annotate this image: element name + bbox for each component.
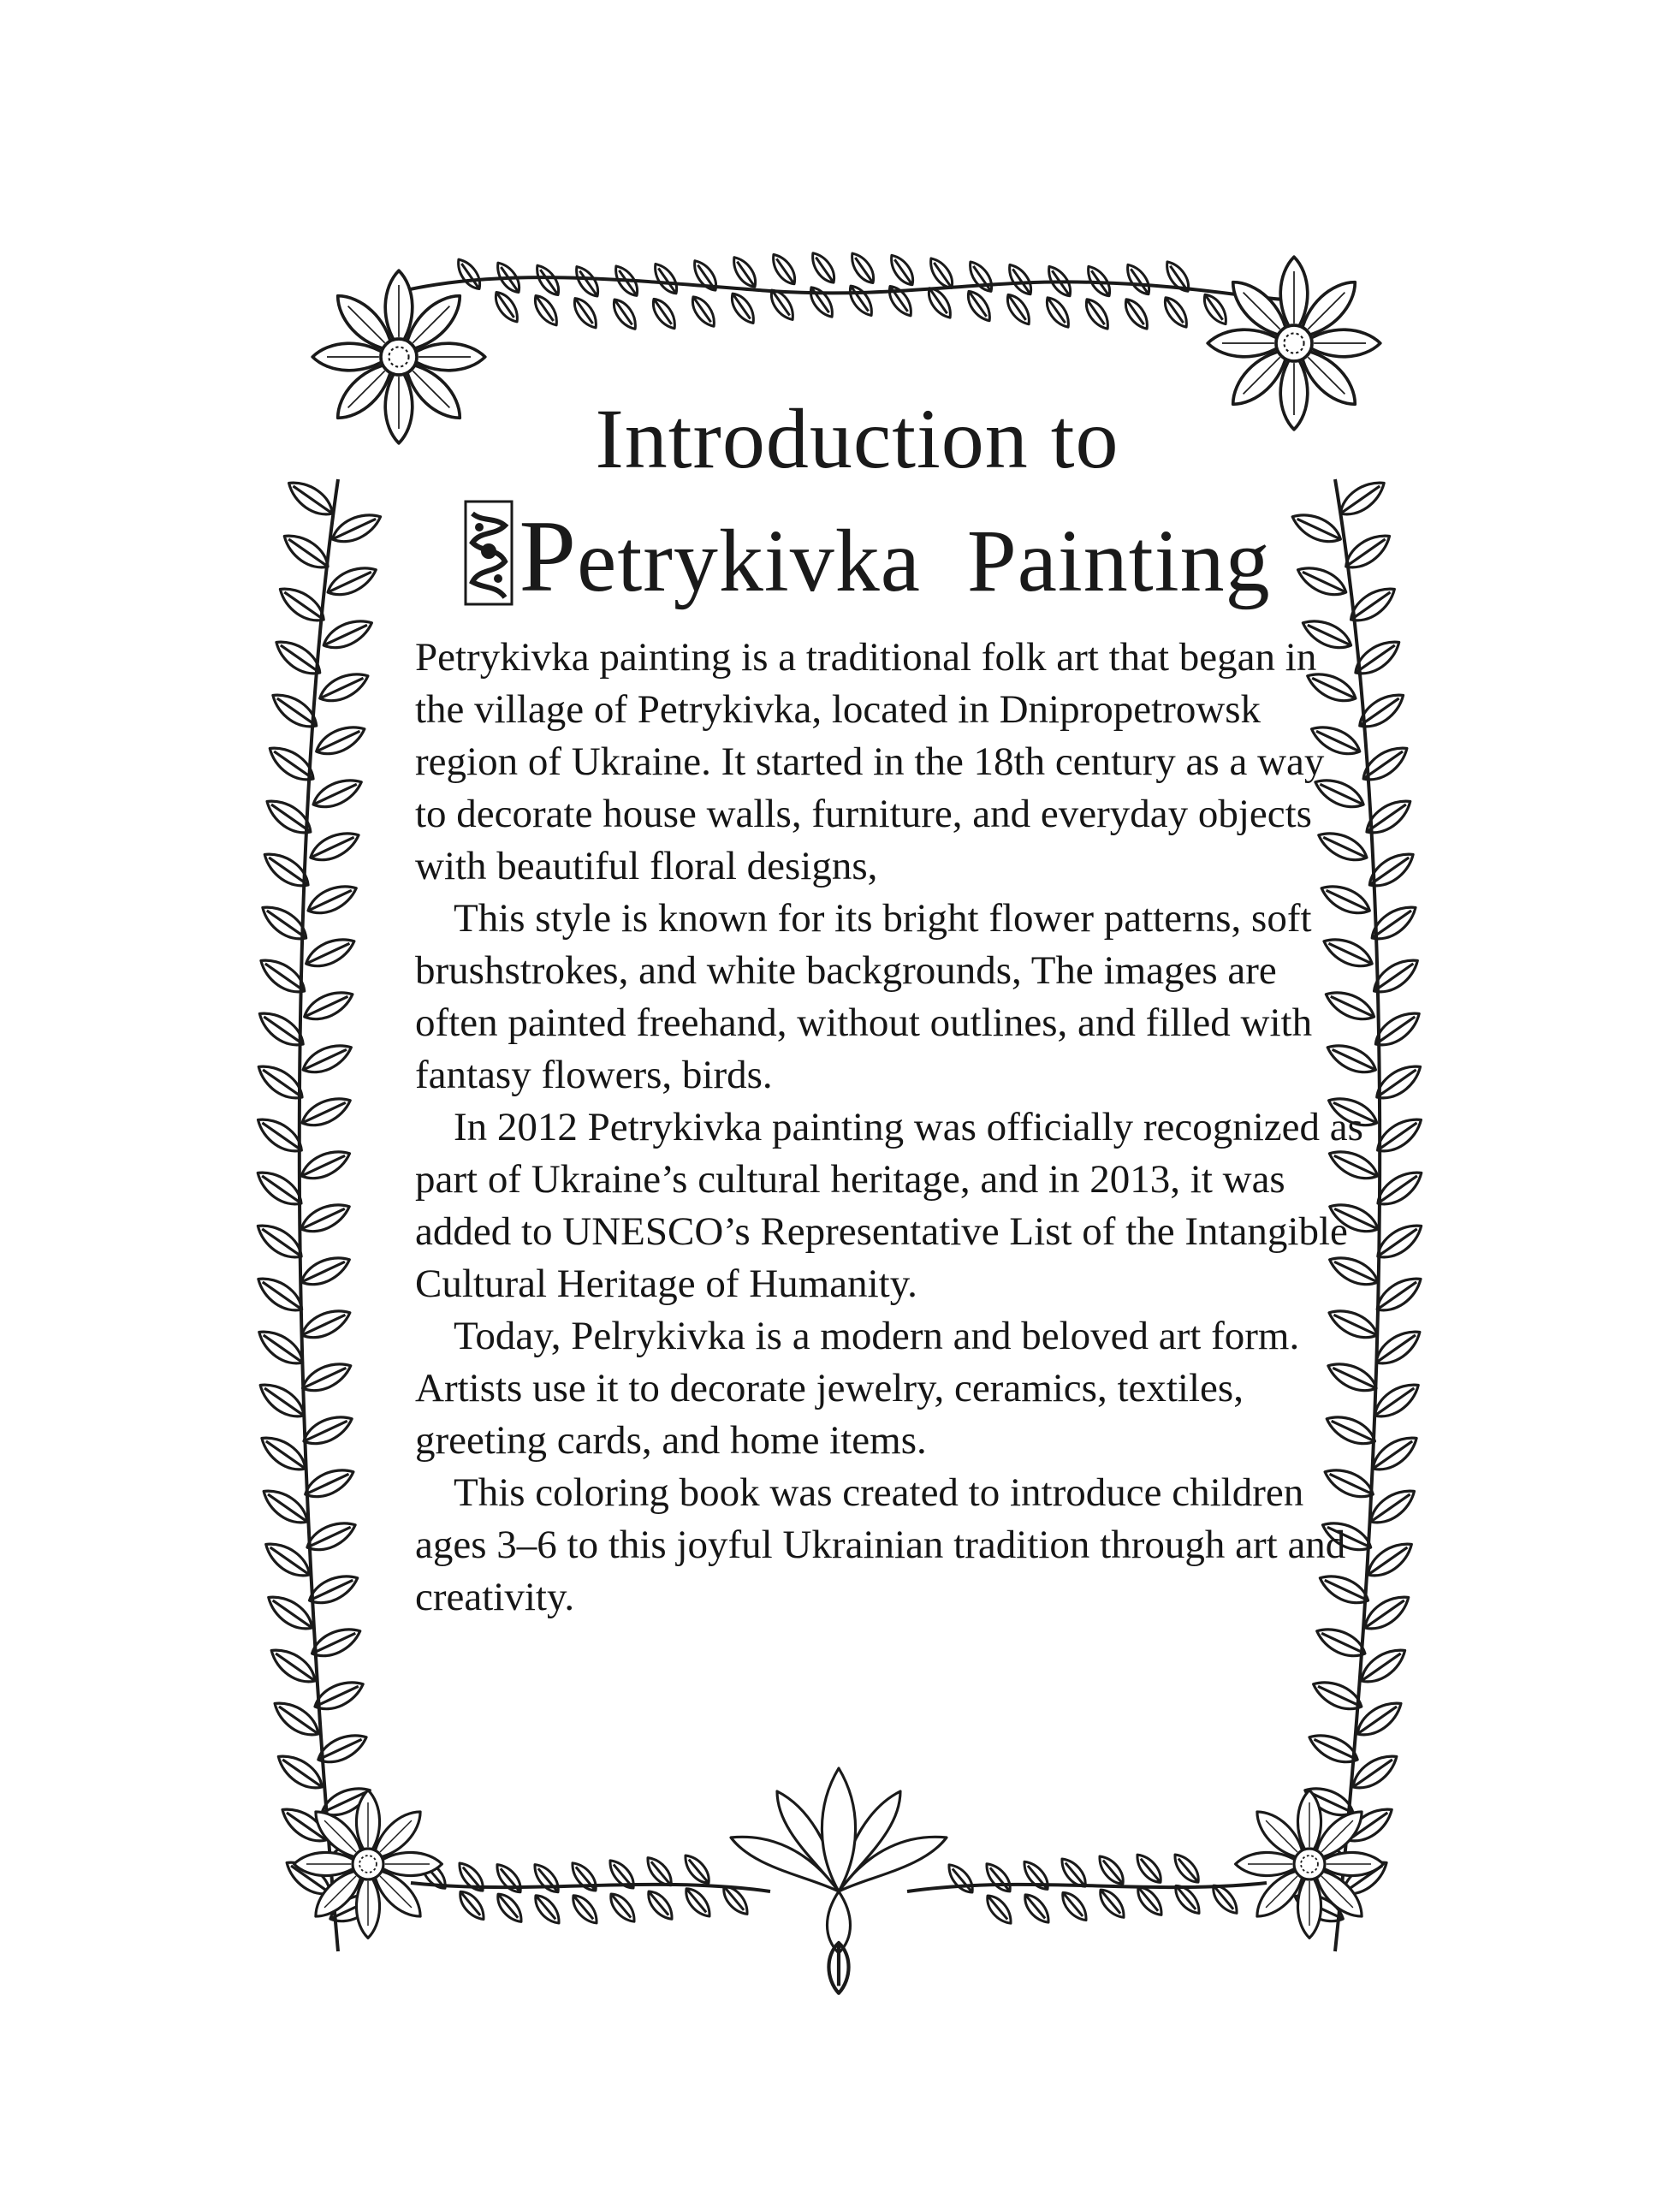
leaf-icon <box>965 258 997 295</box>
leaf-icon <box>1058 1888 1092 1925</box>
paragraph-recognition: In 2012 Petrykivka painting was officially recognized as part of Ukraine’s cultural heritage, and in 2013, it was added to UNESCO’s Representative List of the Intangible Cultural Heritage of Humanity. <box>415 1105 1363 1306</box>
leaf-icon <box>454 1859 489 1896</box>
leaf-icon <box>687 293 720 330</box>
leaf-icon <box>886 252 918 289</box>
leaf-icon <box>648 295 680 333</box>
paragraph-origin: Petrykivka painting is a traditional folk art that began in the village of Petrykivka, located in Dnipropetrowsk region of Ukraine. It started in the 18th century as a way to decorate house walls, furniture, and everyday objects with beautiful floral designs, <box>415 635 1325 888</box>
leaf-icon <box>681 1884 715 1921</box>
leaf-icon <box>884 282 917 320</box>
leaf-icon <box>608 295 641 333</box>
leaf-icon <box>1042 294 1074 331</box>
leaf-icon <box>680 1851 715 1888</box>
leaf-icon <box>1160 294 1192 331</box>
title-dropcap-letter: P <box>519 499 578 613</box>
leaf-icon <box>309 773 365 814</box>
page-title-line-2 <box>0 496 1680 615</box>
page-title-line-1: Introduction to <box>595 391 1119 486</box>
leaf-icon <box>302 932 359 973</box>
bottom-right-flower-icon <box>1236 1790 1384 1939</box>
left-vine <box>252 475 384 1951</box>
leaf-icon <box>846 249 879 287</box>
leaf-icon <box>963 288 995 325</box>
ornate-dropcap-p-icon <box>460 496 517 609</box>
leaf-icon <box>571 263 603 300</box>
leaf-icon <box>805 283 838 321</box>
leaf-icon <box>306 826 363 867</box>
leaf-icon <box>297 1144 353 1185</box>
leaf-icon <box>1132 1850 1167 1887</box>
paragraph-today: Today, Pelrykivka is a modern and beloved art form. Artists use it to decorate jewelry, ceramics, textiles, greeting cards, and home items. <box>415 1314 1300 1463</box>
leaf-icon <box>258 1483 313 1530</box>
leaf-icon <box>728 253 761 291</box>
leaf-icon <box>299 1038 355 1079</box>
leaf-icon <box>1161 258 1194 295</box>
bottom-center-lotus-icon <box>731 1768 947 1953</box>
leaf-icon <box>1020 1891 1054 1927</box>
leaf-icon <box>605 1856 639 1893</box>
leaf-icon <box>297 1197 353 1238</box>
leaf-icon <box>298 1091 354 1132</box>
leaf-icon <box>1095 1852 1129 1889</box>
leaf-icon <box>1120 295 1153 333</box>
leaf-icon <box>568 1891 603 1927</box>
leaf-icon <box>1122 261 1155 299</box>
leaf-icon <box>492 1860 526 1897</box>
leaf-icon <box>530 292 562 330</box>
introduction-body <box>415 632 1365 1624</box>
leaf-icon <box>689 257 721 294</box>
paragraph-style: This style is known for its bright flower patterns, soft brushstrokes, and white backgrounds, The images are often painted freehand, without outlines, and filled with fantasy flowers, birds. <box>415 896 1313 1097</box>
leaf-icon <box>727 289 759 327</box>
leaf-icon <box>567 1859 602 1896</box>
leaf-icon <box>301 1463 358 1504</box>
leaf-icon <box>490 288 523 326</box>
top-garland <box>402 249 1284 333</box>
leaf-icon <box>531 1891 565 1928</box>
leaf-icon <box>1095 1885 1130 1922</box>
leaf-icon <box>650 260 682 298</box>
leaf-icon <box>606 1890 640 1927</box>
leaf-icon <box>530 1860 564 1897</box>
leaf-icon <box>316 667 372 708</box>
leaf-icon <box>493 1890 527 1927</box>
leaf-icon <box>455 1887 490 1924</box>
leaf-icon <box>807 249 840 287</box>
leaf-icon <box>256 1430 312 1477</box>
leaf-icon <box>982 1891 1017 1928</box>
leaf-icon <box>925 254 958 292</box>
leaf-icon <box>1019 1857 1054 1894</box>
leaf-icon <box>768 251 800 288</box>
leaf-icon <box>644 1887 678 1924</box>
leaf-icon <box>982 1859 1016 1896</box>
leaf-icon <box>569 294 602 332</box>
leaf-icon <box>300 985 357 1026</box>
bottom-left-flower-icon <box>294 1790 442 1939</box>
leaf-icon <box>845 282 877 319</box>
leaf-icon <box>312 720 369 761</box>
leaf-icon <box>1365 1483 1421 1530</box>
leaf-icon <box>298 1303 354 1345</box>
leaf-icon <box>304 879 360 920</box>
title-rest: etrykivka Painting <box>577 512 1271 610</box>
leaf-icon <box>531 261 564 299</box>
leaf-icon <box>453 255 485 293</box>
leaf-icon <box>297 1250 353 1291</box>
leaf-icon <box>300 1410 356 1451</box>
paragraph-book-purpose: This coloring book was created to introduce children ages 3–6 to this joyful Ukrainian tradition through art and creativity. <box>415 1470 1346 1619</box>
leaf-icon <box>1004 261 1036 299</box>
leaf-icon <box>319 614 376 655</box>
leaf-icon <box>260 1536 316 1583</box>
leaf-icon <box>944 1861 978 1897</box>
leaf-icon <box>1199 291 1232 329</box>
leaf-icon <box>299 1357 355 1398</box>
leaf-icon <box>1170 1850 1204 1887</box>
leaf-icon <box>1002 291 1035 329</box>
leaf-icon <box>1081 295 1113 333</box>
